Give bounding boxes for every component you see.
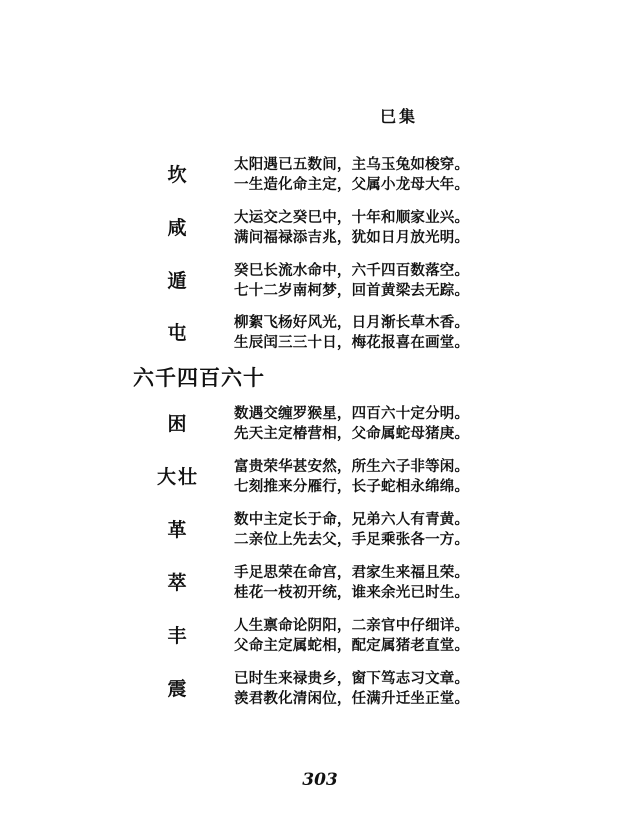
verse-line: 一生造化命主定，父属小龙母大年。: [234, 176, 470, 193]
verse-line: 数中主定长于命，兄弟六人有青黄。: [234, 511, 470, 528]
verse-line: 癸巳长流水命中，六千四百数落空。: [234, 262, 470, 279]
hexagram-name: 革: [167, 519, 189, 541]
verse-line: 人生禀命论阴阳，二亲官中仔细详。: [234, 617, 470, 634]
page-header-title: 巳集: [380, 107, 419, 126]
verse-line: 桂花一枝初开统，谁来余光已时生。: [234, 584, 470, 601]
hexagram-name: 困: [167, 413, 189, 435]
page-number: 303: [302, 770, 338, 790]
entry-feng: [0, 614, 640, 658]
entry-kun: [0, 402, 640, 446]
hexagram-name: 萃: [167, 572, 189, 594]
verse-line: 太阳遇已五数间，主乌玉兔如梭穿。: [234, 156, 470, 173]
hexagram-name: 咸: [167, 217, 189, 239]
verse-line: 数遇交缠罗猴星，四百六十定分明。: [234, 405, 470, 422]
hexagram-name: 坎: [167, 164, 189, 186]
hexagram-name: 屯: [167, 322, 189, 344]
verse-line: 羡君教化清闲位，任满升迁坐正堂。: [234, 690, 470, 707]
verse-line: 二亲位上先去父，手足乘张各一方。: [234, 531, 470, 548]
entry-zhen: [0, 667, 640, 711]
verse-line: 七刻推来分雁行，长子蛇相永绵绵。: [234, 478, 470, 495]
verse-line: 已时生来禄贵乡，窗下笃志习文章。: [234, 670, 470, 687]
verse-line: 父命主定属蛇相，配定属猪老直堂。: [234, 637, 470, 654]
verse-line: 七十二岁南柯梦，回首黄梁去无踪。: [234, 282, 470, 299]
hexagram-name: 丰: [167, 625, 189, 647]
hexagram-name: 大壮: [156, 466, 199, 488]
verse-line: 手足思荣在命宫，君家生来福且荣。: [234, 564, 470, 581]
verse-line: 大运交之癸巳中，十年和顺家业兴。: [234, 209, 470, 226]
entry-ge: [0, 508, 640, 552]
verse-line: 先天主定椿营相，父命属蛇母猪庚。: [234, 425, 470, 442]
verse-line: 柳絮飞杨好风光，日月渐长草木香。: [234, 314, 470, 331]
hexagram-name: 遁: [167, 270, 189, 292]
verse-line: 生辰闰三三十日，梅花报喜在画堂。: [234, 334, 470, 351]
entry-cui: [0, 561, 640, 605]
section-heading: 六千四百六十: [133, 365, 265, 390]
verse-line: 满问福禄添吉兆，犹如日月放光明。: [234, 229, 470, 246]
hexagram-name: 震: [167, 678, 189, 700]
entry-dazhuang: [0, 455, 640, 499]
verse-line: 富贵荣华甚安然，所生六子非等闲。: [234, 458, 470, 475]
